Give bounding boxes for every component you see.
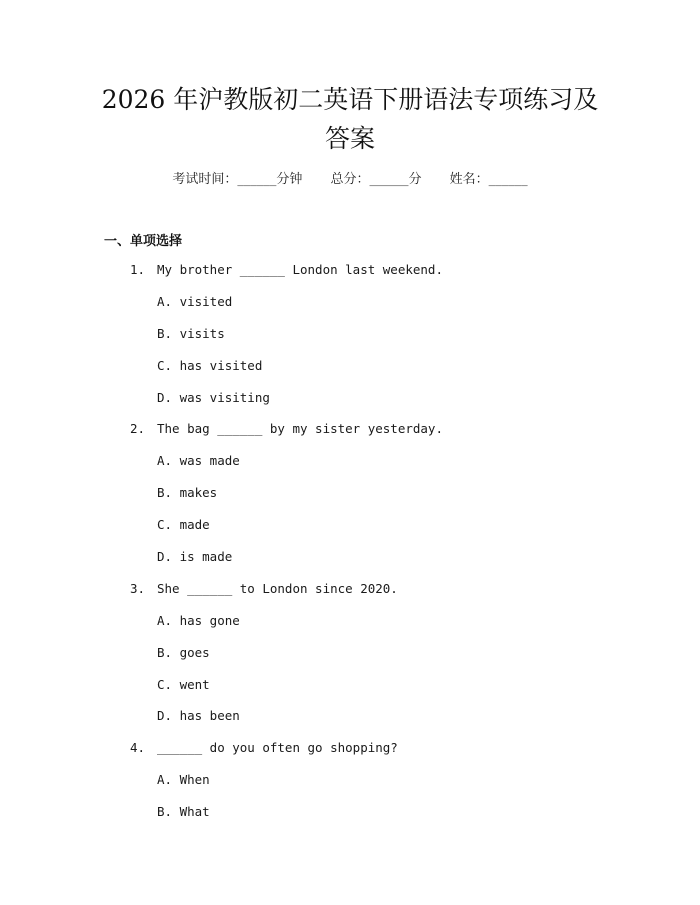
question-text: ______ do you often go shopping? <box>157 740 398 756</box>
option-text: B. makes <box>157 485 218 501</box>
option-1c <box>0 356 700 388</box>
question-text: She ______ to London since 2020. <box>157 580 398 596</box>
option-2c <box>0 515 700 547</box>
option-text: A. was made <box>157 453 240 469</box>
option-text: C. has visited <box>157 357 263 373</box>
title-line-2: 答案 <box>324 124 375 153</box>
option-3b <box>0 643 700 675</box>
option-2a <box>0 451 700 483</box>
option-1a <box>0 292 700 324</box>
document-title <box>90 80 610 158</box>
question-4 <box>0 738 700 770</box>
exam-info <box>0 168 700 187</box>
option-text: B. What <box>157 804 210 820</box>
option-3d <box>0 706 700 738</box>
question-1 <box>0 260 700 292</box>
option-text: A. When <box>157 772 210 788</box>
option-text: D. has been <box>157 708 240 724</box>
option-4b <box>0 802 700 834</box>
question-number: 4. <box>130 740 146 756</box>
option-1b <box>0 324 700 356</box>
question-2 <box>0 419 700 451</box>
question-3 <box>0 579 700 611</box>
student-name: 姓名：______ <box>449 172 528 187</box>
option-text: C. made <box>157 517 210 533</box>
section-title: 一、单项选择 <box>104 234 183 249</box>
option-1d <box>0 388 700 420</box>
option-3a <box>0 611 700 643</box>
option-text: B. visits <box>157 325 225 341</box>
total-score: 总分：______分 <box>330 172 422 187</box>
option-2d <box>0 547 700 579</box>
question-text: The bag ______ by my sister yesterday. <box>157 421 443 437</box>
question-number: 2. <box>130 421 146 437</box>
option-4a <box>0 770 700 802</box>
title-line-1: 2026 年沪教版初二英语下册语法专项练习及 <box>101 85 599 114</box>
option-text: A. has gone <box>157 612 240 628</box>
question-number: 1. <box>130 262 146 277</box>
option-3c <box>0 675 700 707</box>
option-2b <box>0 483 700 515</box>
question-number: 3. <box>130 580 146 596</box>
option-text: A. visited <box>157 293 233 309</box>
option-text: D. was visiting <box>157 389 270 405</box>
option-text: D. is made <box>157 549 233 565</box>
option-text: B. goes <box>157 644 210 660</box>
question-list <box>0 260 700 834</box>
exam-time: 考试时间：______分钟 <box>172 172 303 187</box>
question-text: My brother ______ London last weekend. <box>157 262 443 277</box>
option-text: C. went <box>157 676 210 692</box>
